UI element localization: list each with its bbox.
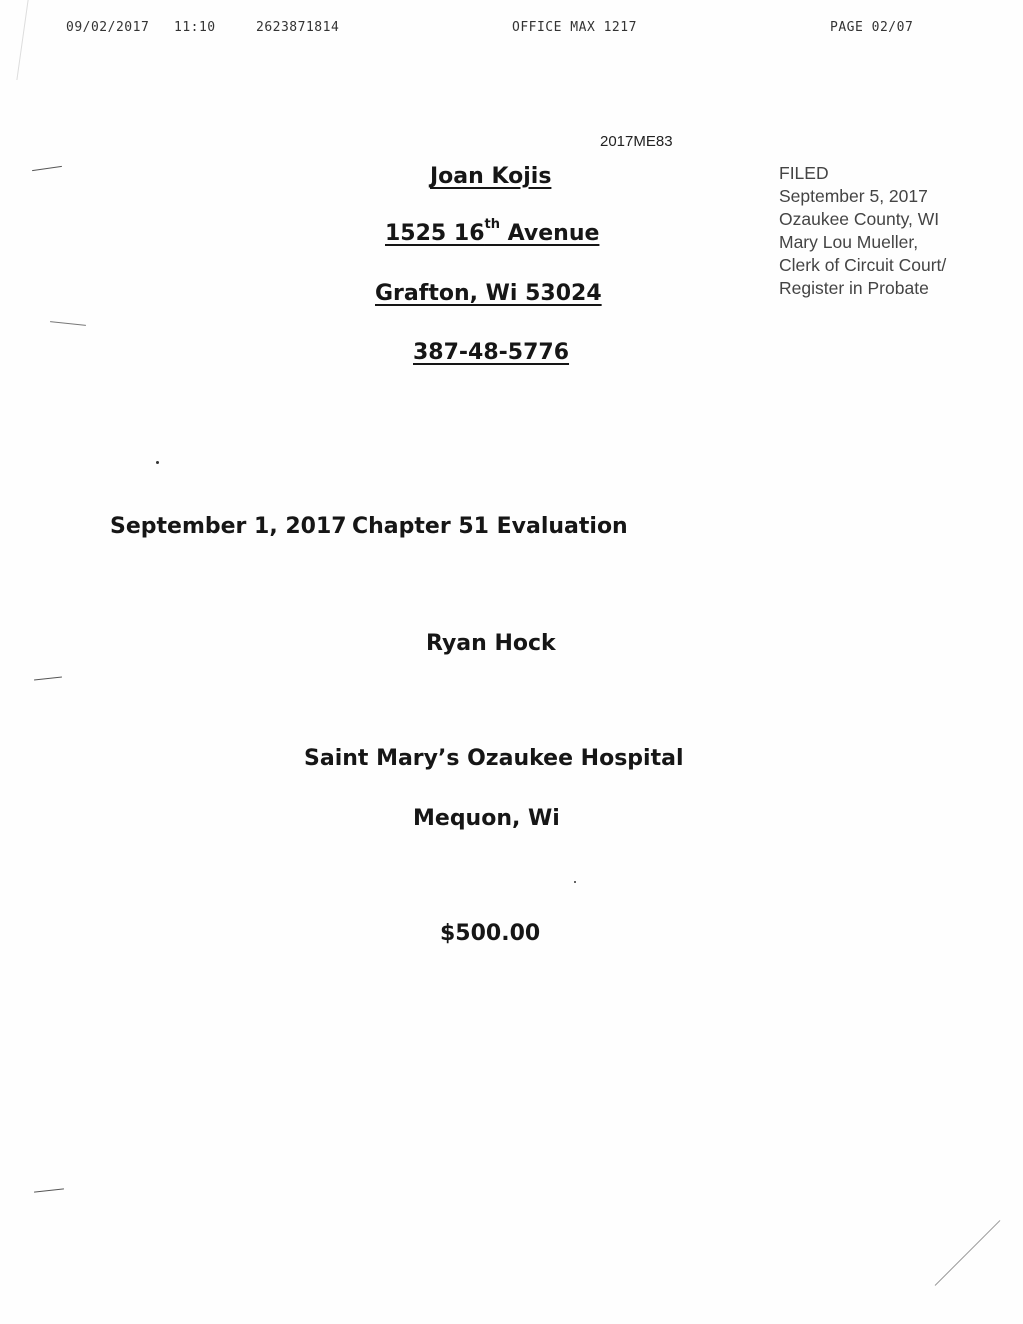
filed-clerk-name: Mary Lou Mueller,: [779, 232, 919, 252]
hole-punch-mark: [34, 677, 62, 681]
fax-time: 11:10: [174, 20, 216, 35]
page-fold-line: [935, 1220, 1001, 1286]
scan-mark: [50, 321, 86, 326]
case-number: 2017ME83: [600, 133, 673, 150]
street-number: 1525 16: [385, 221, 485, 246]
provider-name: Joan Kojis: [430, 164, 552, 189]
filed-county: Ozaukee County, WI: [779, 209, 940, 229]
fax-phone: 2623871814: [256, 20, 340, 35]
hole-punch-mark: [34, 1188, 64, 1192]
facility-location: Mequon, Wi: [413, 806, 560, 831]
fax-date: 09/02/2017: [66, 20, 150, 35]
scan-speck: [156, 461, 159, 464]
provider-street: [385, 217, 600, 246]
provider-id-number: 387-48-5776: [413, 340, 570, 365]
hole-punch-mark: [32, 166, 62, 171]
filed-stamp: [779, 162, 1014, 300]
patient-name: Ryan Hock: [426, 631, 556, 656]
fee-amount: $500.00: [440, 921, 541, 946]
evaluation-description: Chapter 51 Evaluation: [352, 514, 628, 539]
scan-speck: [574, 881, 576, 883]
filed-clerk-title: Clerk of Circuit Court/: [779, 255, 947, 275]
filed-status: FILED: [779, 163, 829, 183]
fax-sender: OFFICE MAX 1217: [512, 20, 637, 35]
filed-register: Register in Probate: [779, 278, 929, 298]
street-name: Avenue: [500, 221, 600, 246]
filed-date: September 5, 2017: [779, 186, 928, 206]
fax-page-number: PAGE 02/07: [830, 20, 914, 35]
street-ordinal: th: [484, 217, 500, 232]
facility-name: Saint Mary’s Ozaukee Hospital: [304, 746, 684, 771]
scan-edge-artifact: [0, 0, 29, 80]
evaluation-date: September 1, 2017: [110, 514, 347, 539]
provider-city: Grafton, Wi 53024: [375, 281, 602, 306]
